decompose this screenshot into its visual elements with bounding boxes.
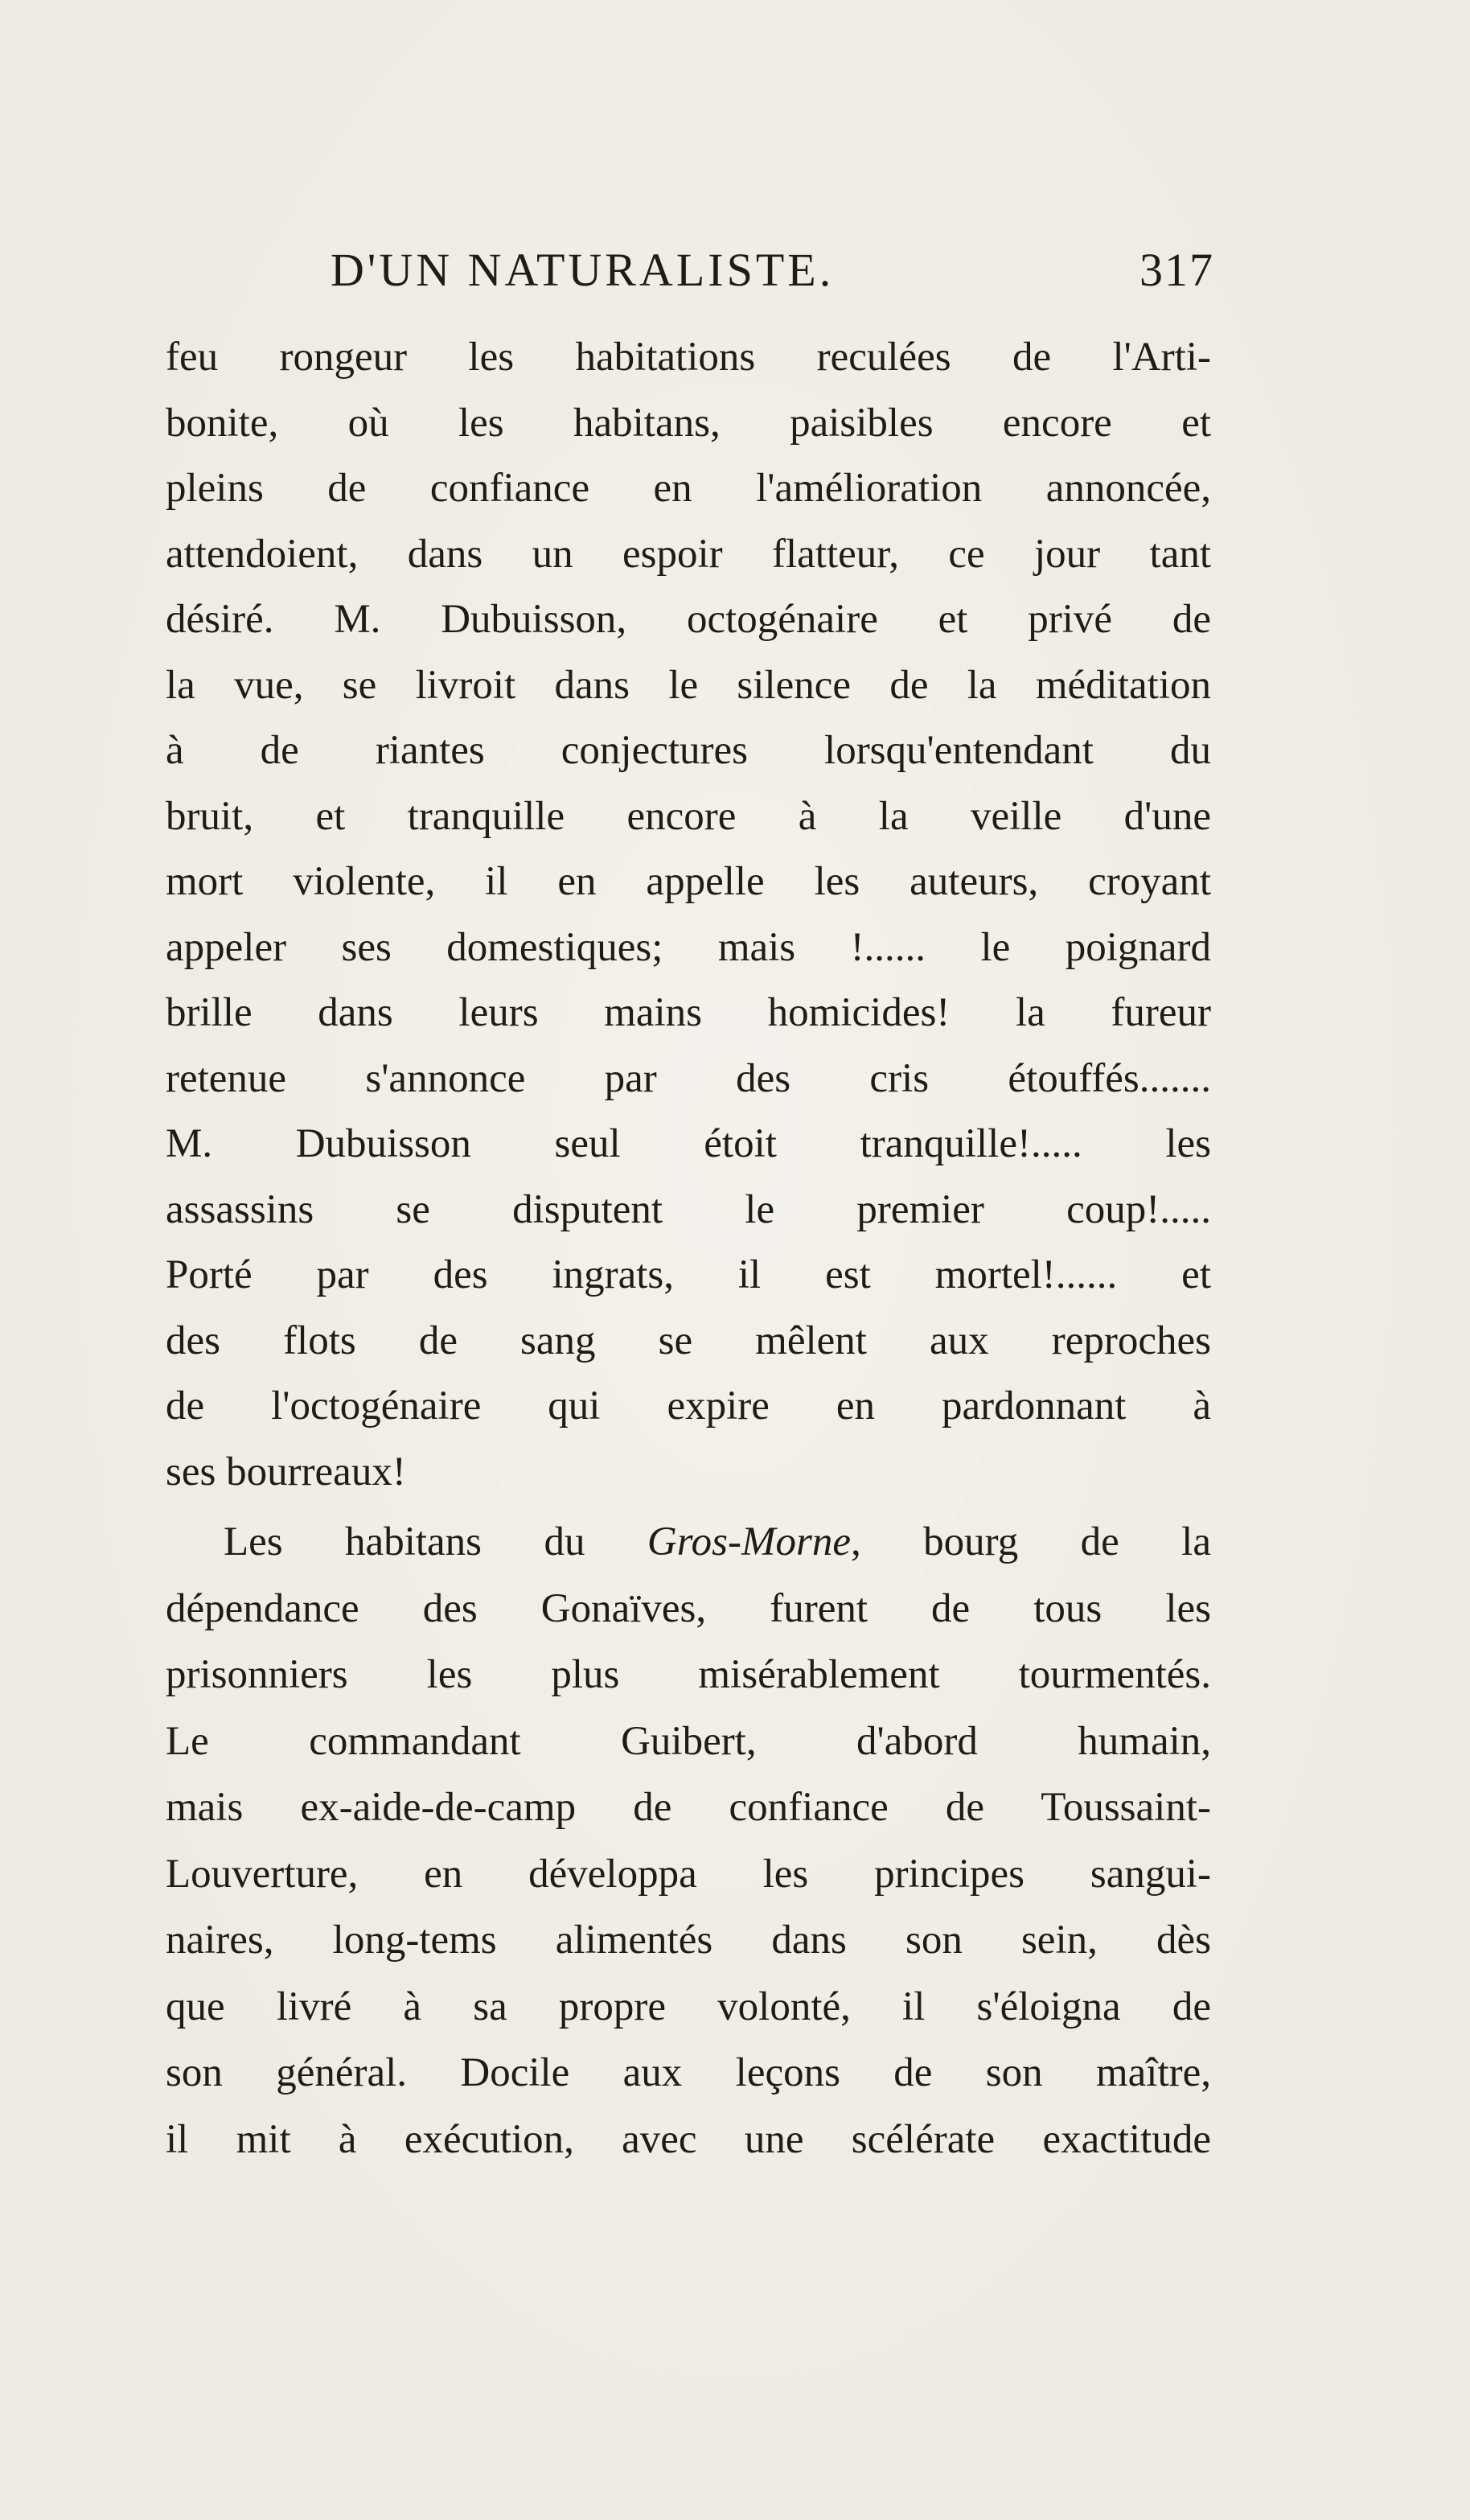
text-line: la vue, se livroit dans le silence de la méditation [166,663,1211,708]
text-line: mais ex-aide-de-camp de confiance de Toussaint- [166,1785,1211,1830]
text-line: assassins se disputent le premier coup!..... [166,1187,1211,1232]
text-line: appeler ses domestiques; mais !...... le poignard [166,925,1211,970]
text-line: dépendance des Gonaïves, furent de tous les [166,1586,1211,1631]
text-line: feu rongeur les habitations reculées de l'Arti- [166,335,1211,380]
place-name: Gros-Morne [647,1519,851,1564]
paragraph-first-line [224,1510,1211,1574]
text-line: pleins de confiance en l'amélioration annoncée, [166,466,1211,511]
running-head [166,243,1214,307]
text-line: attendoient, dans un espoir flatteur, ce jour tant [166,532,1211,577]
text-line: mort violente, il en appelle les auteurs, croyant [166,859,1211,904]
text-span: , bourg de la [850,1519,1211,1564]
text-line: des flots de sang se mêlent aux reproches [166,1318,1211,1363]
text-line: retenue s'annonce par des cris étouffés....... [166,1056,1211,1101]
page-number: 317 [1139,244,1214,296]
text-line: Louverture, en développa les principes sangui- [166,1852,1211,1897]
text-line: Le commandant Guibert, d'abord humain, [166,1719,1211,1764]
text-line: prisonniers les plus misérablement tourmentés. [166,1652,1211,1697]
text-line: désiré. M. Dubuisson, octogénaire et privé de [166,597,1211,642]
text-span: Les habitans du [224,1519,647,1564]
text-line: M. Dubuisson seul étoit tranquille!..... les [166,1121,1211,1166]
text-line: bonite, où les habitans, paisibles encore et [166,401,1211,446]
text-line: son général. Docile aux leçons de son maître, [166,2050,1211,2095]
text-line: Porté par des ingrats, il est mortel!...... et [166,1252,1211,1297]
text-line: à de riantes conjectures lorsqu'entendant du [166,728,1211,773]
running-title: D'UN NATURALISTE. [331,244,835,296]
text-line: que livré à sa propre volonté, il s'éloigna de [166,1984,1211,2029]
text-line: ses bourreaux! [166,1449,406,1494]
text-line: brille dans leurs mains homicides! la fureur [166,990,1211,1035]
text-line: de l'octogénaire qui expire en pardonnant à [166,1383,1211,1429]
text-line: il mit à exécution, avec une scélérate exactitude [166,2117,1211,2162]
text-line: naires, long-tems alimentés dans son sein, dès [166,1918,1211,1963]
text-line: bruit, et tranquille encore à la veille d'une [166,794,1211,839]
